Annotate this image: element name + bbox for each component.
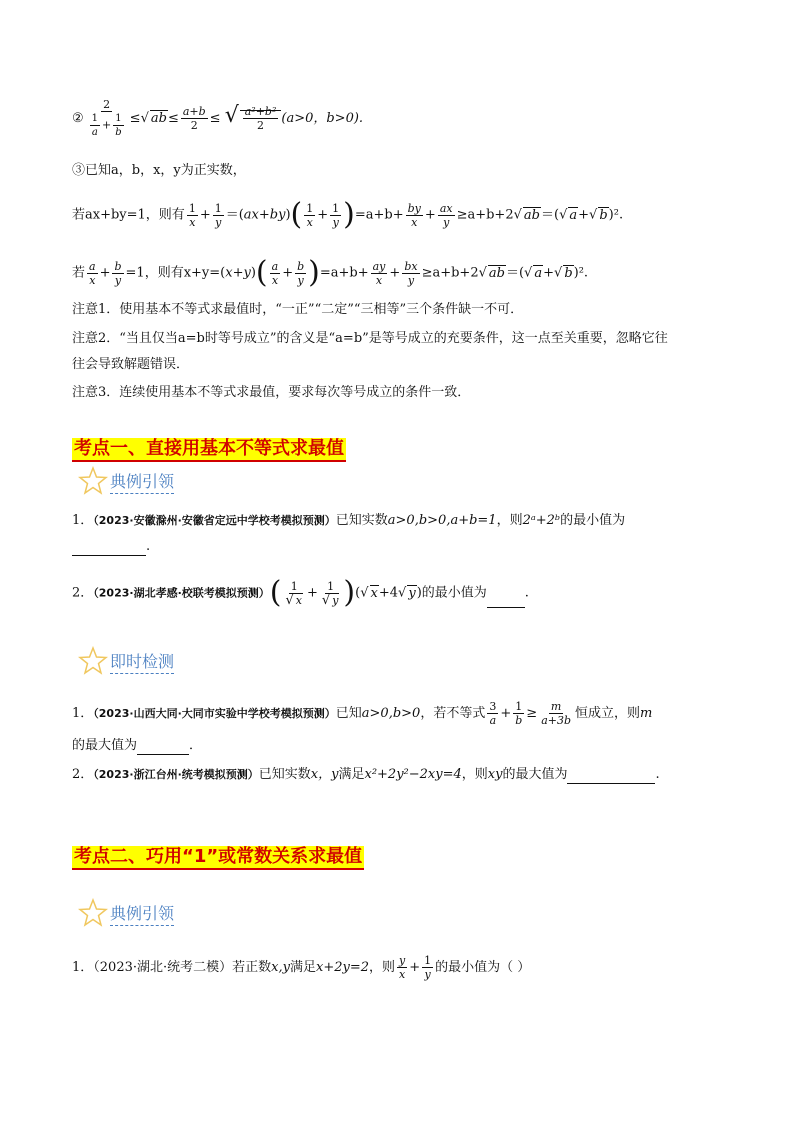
condition: a>0,b>0,a+b=1 bbox=[387, 513, 497, 528]
variables: x，y bbox=[310, 767, 339, 782]
answer-blank[interactable] bbox=[72, 541, 146, 556]
line-prefix: 若 bbox=[72, 265, 86, 281]
tag-label: 典例引领 bbox=[110, 469, 174, 494]
section-2-title: 考点二、巧用“1”或常数关系求最值 bbox=[72, 846, 364, 870]
note-1: 注意1．使用基本不等式求最值时，“一正”“二定”“三相等”三个条件缺一不可． bbox=[72, 302, 524, 317]
formula-line-4: 若ax+by=1，则有 $\frac{1}{x}$ + $\frac{1}{y}$ ＝(ax+by)( $\frac{1}{x}$ + $\frac{1}{y}$ )=a+b+ $\frac{by}{x}$ + $\frac{ax}{y}$ ≥a+b+2√ ab＝(√ a+√ b)². bbox=[72, 197, 624, 232]
variables: x,y bbox=[271, 960, 290, 975]
variable: m bbox=[640, 706, 653, 721]
formula-line-3: ③已知a，b，x，y为正实数， bbox=[72, 163, 246, 178]
line-end: ≥a+b+2 bbox=[421, 265, 479, 281]
formula-line-2: ② 2 $\frac{1}{a}$ + $\frac{1}{b}$ ≤√ ab≤ $\frac{a+b}{2}$ ≤ √ $\frac{\text{a²+b²}}{2}$ (a>0，b>0). bbox=[72, 98, 364, 138]
variable: xy bbox=[487, 767, 503, 782]
condition: (a>0，b>0). bbox=[281, 111, 364, 126]
condition: a>0,b>0 bbox=[361, 706, 421, 721]
question-source: （2023·湖北孝感·校联考模拟预测） bbox=[93, 586, 270, 600]
line-end: ≥a+b+2 bbox=[456, 207, 514, 223]
tag-label: 典例引领 bbox=[110, 901, 174, 926]
example-tag bbox=[78, 466, 174, 496]
question-4: 2．（2023·浙江台州·统考模拟预测）已知实数x，y满足x²+2y²−2xy=4，则xy的最大值为 . bbox=[72, 767, 660, 782]
answer-blank[interactable] bbox=[137, 740, 189, 755]
section-2-question-1: 1．（2023·湖北·统考二模）若正数x,y满足x+2y=2，则 $\frac{y}{x}$ + $\frac{1}{y}$ 的最小值为（ ） bbox=[72, 954, 531, 981]
star-icon bbox=[78, 466, 108, 496]
check-tag bbox=[78, 646, 174, 676]
harmonic-mean: 2 $\frac{1}{a}$ + $\frac{1}{b}$ bbox=[91, 98, 122, 138]
question-source: （2023·湖北·统考二模） bbox=[93, 960, 233, 975]
question-1-answer: . bbox=[72, 538, 150, 556]
equation: x²+2y²−2xy=4 bbox=[364, 767, 462, 782]
line-tail: =a+b+ bbox=[319, 265, 369, 281]
answer-blank[interactable] bbox=[487, 593, 525, 608]
section-1-title: 考点一、直接用基本不等式求最值 bbox=[72, 438, 346, 462]
question-2: 2．（2023·湖北孝感·校联考模拟预测）( $\frac{1}{√ x}$ + $\frac{1}{√ y}$ )(√ x+4√ y)的最小值为 . bbox=[72, 575, 529, 610]
equation: x+2y=2 bbox=[315, 960, 369, 975]
question-3: 1．（2023·山西大同·大同市实验中学校考模拟预测）已知a>0,b>0，若不等式 $\frac{3}{a}$ + $\frac{1}{b}$ ≥ $\frac{m}{a+3b}$ 恒成立，则m bbox=[72, 700, 653, 727]
item-label: ② bbox=[72, 111, 84, 126]
question-source: （2023·浙江台州·统考模拟预测） bbox=[93, 768, 259, 781]
line-mid: =1，则有x+y= bbox=[125, 265, 221, 281]
question-3-answer: 的最大值为 ． bbox=[72, 738, 203, 753]
question-source: （2023·安徽滁州·安徽省定远中学校考模拟预测） bbox=[93, 514, 336, 527]
expression: 2ᵃ+2ᵇ bbox=[522, 513, 561, 528]
answer-blank[interactable] bbox=[567, 769, 655, 784]
line-tail: =a+b+ bbox=[354, 207, 404, 223]
question-source: （2023·山西大同·大同市实验中学校考模拟预测） bbox=[93, 707, 336, 720]
formula-line-5: 若 $\frac{a}{x}$ + $\frac{b}{y}$ =1，则有x+y=(x+y)( $\frac{a}{x}$ + $\frac{b}{y}$ )=a+b+ $\frac{ay}{x}$ + $\frac{bx}{y}$ ≥a+b+2√ ab＝(√ a+√ b)². bbox=[72, 255, 589, 290]
star-icon bbox=[78, 898, 108, 928]
question-1: 1．（2023·安徽滁州·安徽省定远中学校考模拟预测）已知实数a>0,b>0,a+b=1，则2ᵃ+2ᵇ的最小值为 bbox=[72, 513, 626, 528]
line-prefix: 若ax+by=1，则有 bbox=[72, 207, 185, 223]
note-2: 注意2．“当且仅当a=b时等号成立”的含义是“a=b”是等号成立的充要条件，这一点至关重要，忽略它往 bbox=[72, 331, 668, 346]
note-2-cont: 往会导致解题错误． bbox=[72, 357, 190, 372]
example-tag-2 bbox=[78, 898, 174, 928]
note-3: 注意3．连续使用基本不等式求最值，要求每次等号成立的条件一致． bbox=[72, 385, 471, 400]
star-icon bbox=[78, 646, 108, 676]
tag-label: 即时检测 bbox=[110, 649, 174, 674]
